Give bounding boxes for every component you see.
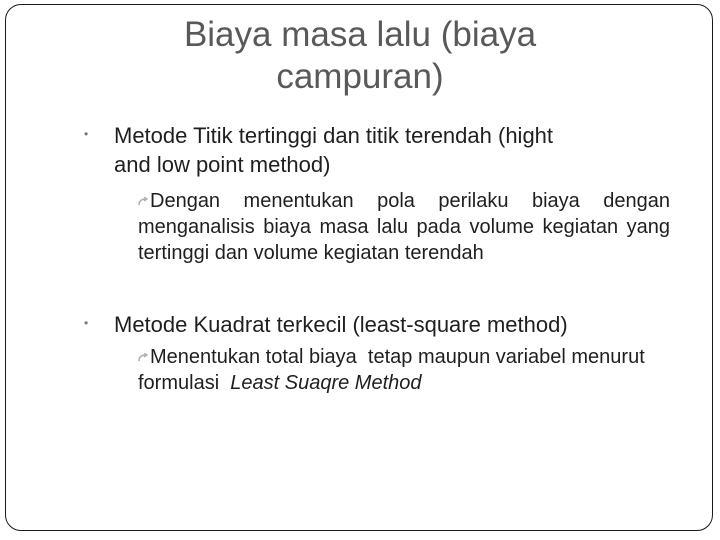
- bullet-2-sub-text: [138, 344, 658, 396]
- title-line-2: campuran): [276, 57, 444, 96]
- bullet-2-sub-italic: Least Suaqre Method: [230, 372, 422, 394]
- curved-arrow-icon: [138, 353, 148, 363]
- bullet-1-sub-text: [138, 188, 670, 266]
- bullet-2-text: [114, 310, 674, 339]
- curved-arrow-icon: [138, 197, 148, 207]
- slide-title: [40, 14, 680, 98]
- title-line-1: Biaya masa lalu (biaya: [183, 15, 537, 54]
- bullet-2-sub-content: Menentukan total biaya tetap maupun variabel menurut formulasi: [138, 346, 656, 394]
- bullet-1-sub-content: Dengan menentukan pola perilaku biaya dengan menganalisis biaya masa lalu pada volume kegiatan yang tertinggi dan volume kegiatan terendah: [138, 190, 670, 264]
- small-dot-icon: •: [84, 127, 89, 141]
- bullet-1-line-2: and low point method): [114, 152, 331, 177]
- bullet-1-text: [114, 121, 674, 179]
- bullet-1-line-1: Metode Titik tertinggi dan titik terendah (hight: [114, 123, 554, 148]
- bullet-2-line-1: Metode Kuadrat terkecil (least-square method): [114, 312, 568, 337]
- small-dot-icon: •: [84, 316, 89, 330]
